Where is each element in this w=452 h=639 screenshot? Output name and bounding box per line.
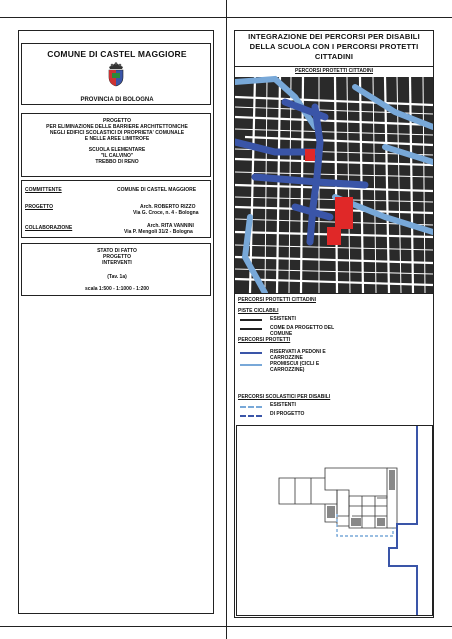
legend-promiscui: PROMISCUI (CICLI E CARROZZINE) <box>270 361 320 373</box>
comune-title: COMUNE DI CASTEL MAGGIORE <box>47 49 187 59</box>
project-line-3: NEGLI EDIFICI SCOLASTICI DI PROPRIETA' COMUNALE <box>49 130 185 136</box>
collaborazione-address: Via P. Mengoli 31/2 - Bologna <box>124 229 193 235</box>
project-line-6: "IL CALVINO" <box>100 153 134 159</box>
school-plan <box>236 425 433 616</box>
school-plan-drawing <box>237 426 433 616</box>
stato-line-1: STATO DI FATTO <box>97 248 137 254</box>
collaborazione-value: Arch. RITA VANNINI <box>147 223 194 229</box>
legend-percorsi-title: PERCORSI PROTETTI <box>238 337 291 343</box>
city-map <box>235 66 433 294</box>
progetto-address: Via G. Croce, n. 4 - Bologna <box>133 210 199 216</box>
progetto-label: PROGETTO <box>25 204 53 210</box>
stato-line-3: INTERVENTI <box>102 260 132 266</box>
tav-label: (Tav. 1a) <box>107 274 127 280</box>
coat-of-arms-logo <box>106 61 126 87</box>
legend-riservati: RISERVATI A PEDONI E CARROZZINE <box>270 349 326 361</box>
stato-line-2: PROGETTO <box>103 254 131 260</box>
project-line-4: E NELLE AREE LIMITROFE <box>84 136 150 142</box>
legend-piste-title: PISTE CICLABILI <box>238 308 279 314</box>
legend-swatch-scolastici-esistenti <box>240 406 262 408</box>
legend-piste-progetto: COME DA PROGETTO DEL COMUNE <box>270 325 335 337</box>
legend-piste-esistenti: ESISTENTI <box>270 316 296 322</box>
credits-box <box>21 180 211 238</box>
progetto-value: Arch. ROBERTO RIZZO <box>140 204 196 210</box>
legend-title-2: PERCORSI SCOLASTICI PER DISABILI <box>238 394 331 400</box>
committente-label: COMMITTENTE <box>25 187 62 193</box>
legend-swatch-scolastici-progetto <box>240 415 262 417</box>
project-line-1: PROGETTO <box>103 118 131 124</box>
provincia-label: PROVINCIA DI BOLOGNA <box>80 97 154 103</box>
legend-swatch-promiscui <box>240 364 262 366</box>
legend-scolastici-esistenti: ESISTENTI <box>270 402 296 408</box>
map-drawing <box>235 67 433 293</box>
crop-line-middle <box>226 0 227 639</box>
project-line-7: TREBBO DI RENO <box>95 159 139 165</box>
legend-swatch-piste-progetto <box>240 328 262 330</box>
stato-box <box>21 243 211 296</box>
collaborazione-label: COLLABORAZIONE <box>25 225 73 231</box>
project-description-box <box>21 113 211 177</box>
map-caption: PERCORSI PROTETTI CITTADINI <box>235 68 433 74</box>
scala-label: scala 1:500 - 1:1000 - 1:200 <box>85 286 149 292</box>
committente-value: COMUNE DI CASTEL MAGGIORE <box>117 187 197 193</box>
project-line-2: PER ELIMINAZIONE DELLE BARRIERE ARCHITETTONICHE <box>46 124 188 130</box>
legend-swatch-piste-esistenti <box>240 319 262 321</box>
legend-title-1: PERCORSI PROTETTI CITTADINI <box>238 297 316 303</box>
comune-header-box <box>21 43 211 105</box>
legend-swatch-riservati <box>240 352 262 354</box>
project-line-5: SCUOLA ELEMENTARE <box>88 147 146 153</box>
legend-scolastici-progetto: DI PROGETTO <box>270 411 305 417</box>
panel-title: INTEGRAZIONE DEI PERCORSI PER DISABILI DELLA SCUOLA CON I PERCORSI PROTETTI CITTADINI <box>248 32 420 61</box>
legend <box>238 297 428 423</box>
